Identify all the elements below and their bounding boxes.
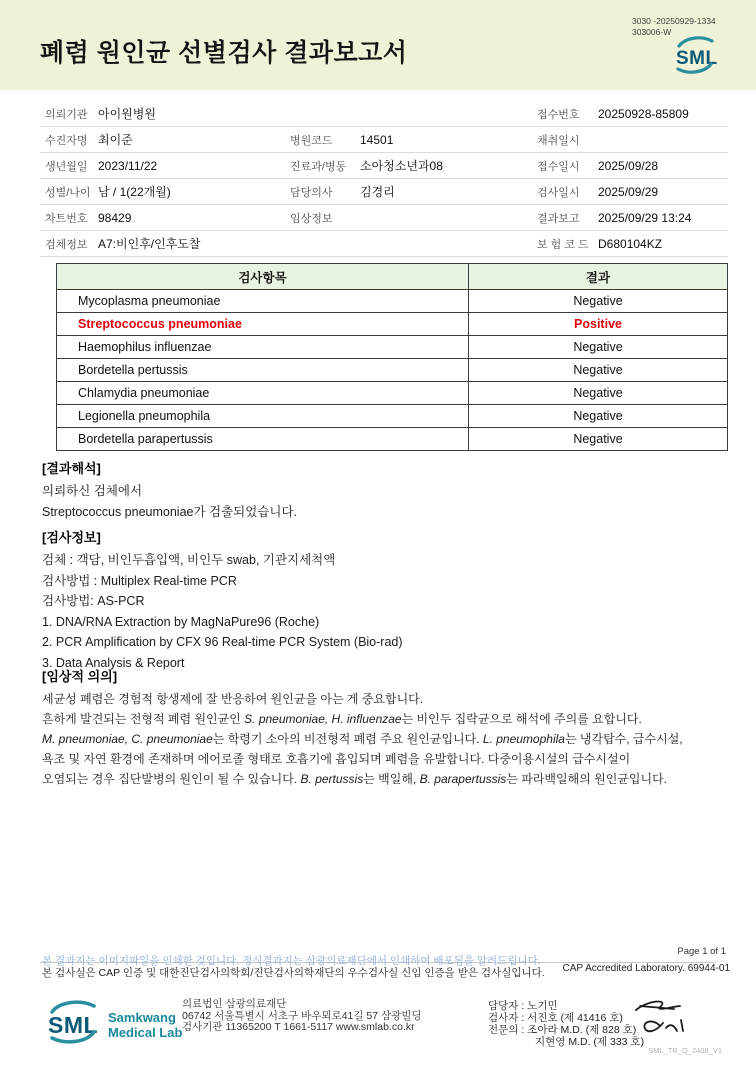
field-label: 병원코드 — [290, 134, 333, 147]
signature-icon — [628, 996, 690, 1049]
svg-text:SML: SML — [676, 48, 718, 69]
results-table-row — [57, 381, 727, 404]
field-value: 아이원병원 — [98, 107, 156, 121]
report-code-line2: 303006-W — [632, 27, 672, 38]
test-info-section — [42, 527, 742, 673]
test-result-value: Positive — [574, 317, 622, 331]
patient-info-row — [40, 205, 728, 231]
patient-info-row — [40, 101, 728, 127]
page-number: Page 1 of 1 — [677, 946, 726, 957]
clinical-text: 는 파라백일해의 원인균입니다. — [506, 772, 668, 786]
field-label: 검사일시 — [537, 186, 580, 199]
field-value: 2025/09/29 — [598, 184, 659, 199]
clinical-significance-line — [42, 749, 742, 769]
field-value: 김경리 — [360, 185, 395, 199]
test-info-line: 검사방법: AS-PCR — [42, 594, 145, 608]
field-value: 2023/11/22 — [98, 158, 158, 173]
field-label: 채취일시 — [537, 134, 580, 147]
field-label: 생년월일 — [45, 160, 88, 173]
clinical-significance-line — [42, 709, 742, 729]
footer-brand-line2: Medical Lab — [108, 1024, 183, 1040]
footer-address-block — [182, 999, 422, 1034]
test-item-name: Bordetella pertussis — [57, 359, 469, 381]
test-item-name: Mycoplasma pneumoniae — [57, 290, 469, 312]
field-label: 결과보고 — [537, 212, 580, 225]
field-value: 2025/09/29 13:24 — [598, 210, 692, 225]
interpretation-section — [42, 458, 742, 523]
test-item-name: Chlamydia pneumoniae — [57, 382, 469, 404]
svg-text:SML: SML — [48, 1012, 99, 1038]
species-name-italic: L. pneumophila — [482, 732, 565, 746]
footer-contact: 검사기관 11365200 T 1661-5117 www.smlab.co.kr — [182, 1021, 415, 1033]
clinical-text: 는 비인두 집락균으로 해석에 주의를 요합니다. — [401, 712, 642, 726]
results-header-item: 검사항목 — [57, 264, 469, 289]
test-item-name: Legionella pneumophila — [57, 405, 469, 427]
footer-address: 06742 서울특별시 서초구 바우뫼로41길 57 삼광빌딩 — [182, 1009, 422, 1022]
interpretation-heading: [결과해석] — [42, 461, 101, 476]
field-value: 남 / 1(22개월) — [98, 185, 171, 199]
document-version-code: SML_TR_Q_2408_V1 — [648, 1046, 722, 1055]
test-info-line: 1. DNA/RNA Extraction by MagNaPure96 (Roche) — [42, 614, 320, 629]
field-label: 수진자명 — [45, 134, 88, 147]
field-value: 2025/09/28 — [598, 158, 659, 173]
test-info-heading: [검사정보] — [42, 530, 101, 545]
patient-info-row — [40, 179, 728, 205]
footer-staff-line: 지현영 M.D. (제 333 호) — [535, 1036, 645, 1048]
footer-staff-line: 담당자 : 노기민 — [488, 1000, 558, 1012]
results-table-header-row — [57, 264, 727, 289]
clinical-significance-heading: [임상적 의의] — [42, 669, 118, 684]
species-name-italic: M. pneumoniae, C. pneumoniae — [42, 732, 213, 746]
clinical-significance-line — [42, 729, 742, 749]
footer-staff-line: 검사자 : 서진호 (제 41416 호) — [488, 1012, 623, 1024]
clinical-significance-line — [42, 689, 742, 709]
clinical-text: 세균성 폐렴은 경험적 항생제에 잘 반응하여 원인균을 아는 게 중요합니다. — [42, 692, 424, 706]
clinical-text: 는 백일해, — [363, 772, 420, 786]
patient-info-row — [40, 127, 728, 153]
patient-info-table — [40, 101, 728, 257]
test-info-line: 3. Data Analysis & Report — [42, 655, 185, 670]
print-disclaimer-note: 본 결과지는 이미지파일을 인쇄한 것입니다. 정식결과지는 삼광의료재단에서 인쇄하여 배포됨을 알려드립니다. — [42, 955, 541, 967]
test-info-line: 2. PCR Amplification by CFX 96 Real-time PCR System (Bio-rad) — [42, 635, 403, 649]
interpretation-lines — [42, 481, 742, 523]
results-table-row — [57, 335, 727, 358]
field-label: 검체정보 — [45, 238, 88, 251]
cap-accreditation-note: 본 검사실은 CAP 인증 및 대한진단검사의학회/진단검사의학재단의 우수검사실 신임 인증을 받은 검사실입니다. — [42, 967, 545, 979]
clinical-text: 오염되는 경우 집단발병의 원인이 될 수 있습니다. — [42, 772, 301, 786]
footer-brand-line1: Samkwang — [108, 1009, 176, 1025]
field-label: 진료과/병동 — [290, 160, 347, 173]
test-result-value: Negative — [573, 363, 623, 377]
sml-footer-logo-icon — [44, 997, 102, 1052]
clinical-text: 는 학령기 소아의 비전형적 폐렴 주요 원인균입니다. — [212, 732, 483, 746]
test-item-name: Haemophilus influenzae — [57, 336, 469, 358]
clinical-text: 흔하게 발견되는 전형적 폐렴 원인균인 — [42, 712, 245, 726]
test-result-value: Negative — [573, 294, 623, 308]
results-header-result: 결과 — [585, 270, 611, 285]
clinical-text: 는 냉각탑수, 급수시설, — [564, 732, 683, 746]
species-name-italic: S. pneumoniae, H. influenzae — [244, 712, 402, 726]
patient-info-row — [40, 231, 728, 257]
results-table-row — [57, 289, 727, 312]
sml-logo-icon — [672, 33, 718, 82]
field-value: 20250928-85809 — [598, 106, 689, 121]
test-info-lines — [42, 550, 742, 673]
test-result-value: Negative — [573, 432, 623, 446]
results-table — [56, 263, 728, 451]
results-table-row — [57, 312, 727, 335]
test-result-value: Negative — [573, 340, 623, 354]
field-label: 보 험 코 드 — [537, 238, 589, 251]
field-label: 담당의사 — [290, 186, 333, 199]
report-code-line1: 3030 -20250929-1334 — [632, 16, 716, 26]
test-item-name: Streptococcus pneumoniae — [57, 313, 469, 335]
field-value: 14501 — [360, 132, 394, 147]
field-label: 임상정보 — [290, 212, 333, 225]
footer-brand-name — [108, 1010, 182, 1040]
field-label: 의뢰기관 — [45, 108, 88, 121]
test-info-line: 검사방법 : Multiplex Real-time PCR — [42, 573, 237, 588]
interpretation-line: 의뢰하신 검체에서 — [42, 484, 143, 498]
clinical-text: 욕조 및 자연 환경에 존재하며 에어로졸 형태로 호흡기에 흡입되며 폐렴을 유발합니다. 다중이용시설의 급수시설이 — [42, 752, 631, 766]
test-result-value: Negative — [573, 409, 623, 423]
test-result-value: Negative — [573, 386, 623, 400]
footer-logo — [44, 997, 182, 1052]
results-table-row — [57, 358, 727, 381]
clinical-significance-section — [42, 666, 742, 789]
field-value: D680104KZ — [598, 236, 663, 251]
patient-info-row — [40, 153, 728, 179]
species-name-italic: B. pertussis — [300, 772, 364, 786]
clinical-significance-lines — [42, 689, 742, 789]
field-value: 최이준 — [98, 133, 133, 147]
interpretation-line: Streptococcus pneumoniae가 검출되었습니다. — [42, 505, 298, 519]
cap-accredited-label: CAP Accredited Laboratory. 69944-01 — [562, 963, 730, 974]
field-label: 접수일시 — [537, 160, 580, 173]
test-item-name: Bordetella parapertussis — [57, 428, 469, 450]
field-label: 접수번호 — [537, 108, 580, 121]
field-value: A7:비인후/인후도찰 — [98, 237, 201, 251]
results-table-row — [57, 427, 727, 450]
report-title: 폐렴 원인균 선별검사 결과보고서 — [40, 39, 408, 67]
footer-org: 의료법인 삼광의료재단 — [182, 998, 287, 1010]
species-name-italic: B. parapertussis — [419, 772, 507, 786]
clinical-significance-line — [42, 769, 742, 789]
field-value: 소아청소년과08 — [360, 159, 443, 173]
field-label: 성별/나이 — [45, 186, 91, 199]
test-info-line: 검체 : 객담, 비인두흡입액, 비인두 swab, 기관지세척액 — [42, 553, 336, 567]
footer-staff-block — [488, 1000, 644, 1048]
footer-staff-line: 전문의 : 조아라 M.D. (제 828 호) — [488, 1024, 637, 1036]
results-table-row — [57, 404, 727, 427]
field-label: 차트번호 — [45, 212, 88, 225]
field-value: 98429 — [98, 210, 132, 225]
